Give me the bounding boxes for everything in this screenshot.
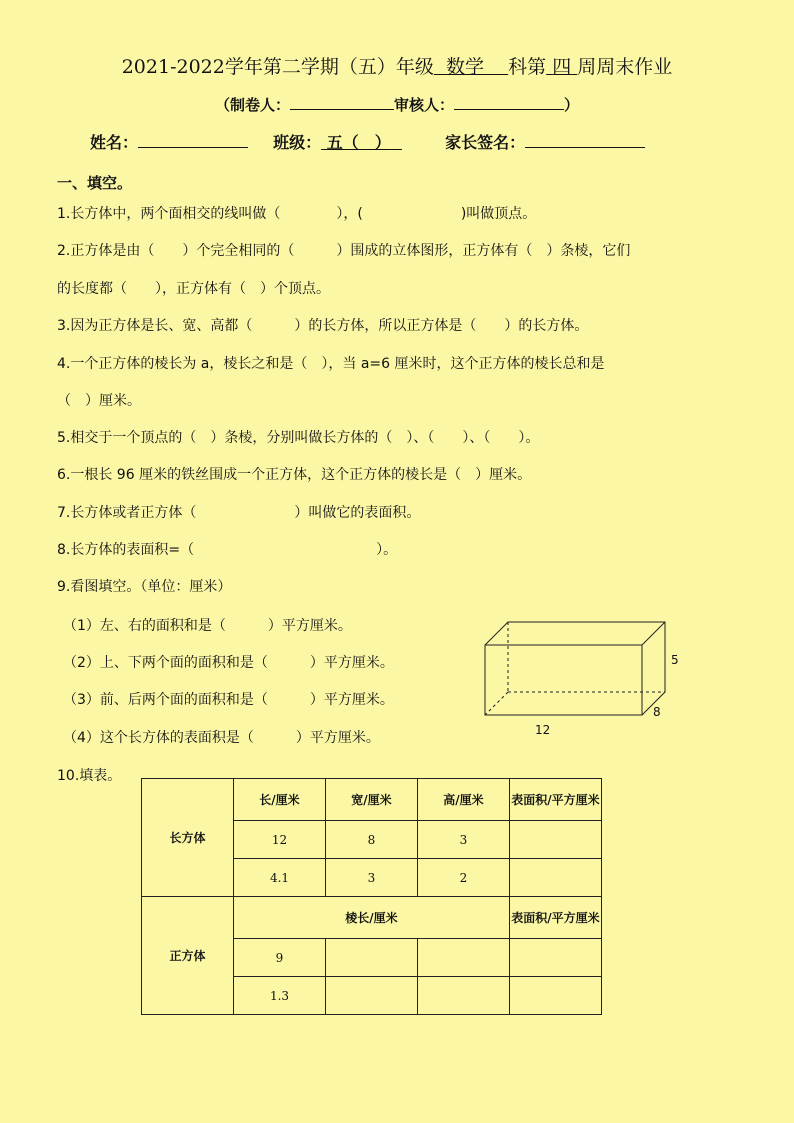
figure-height-label: 5 (671, 653, 679, 667)
question-9-4: （4）这个长方体的表面积是（ ）平方厘米。 (63, 730, 380, 746)
answer-cell[interactable] (326, 977, 418, 1015)
cuboid-hidden-edges (485, 622, 665, 715)
table-cell: 1.3 (234, 977, 326, 1015)
answer-cell[interactable] (510, 821, 602, 859)
table-cell: 8 (326, 821, 418, 859)
table-header: 表面积/平方厘米 (510, 897, 602, 939)
question-8: 8.长方体的表面积=（ ）。 (57, 542, 398, 558)
maker-blank[interactable] (290, 95, 394, 110)
class-blank[interactable]: 五（ ） (326, 133, 391, 152)
table-cell: 3 (326, 859, 418, 897)
question-2-cont: 的长度都（ ），正方体有（ ）个顶点。 (57, 281, 330, 297)
table-cell: 12 (234, 821, 326, 859)
answer-cell[interactable] (510, 939, 602, 977)
table-cell: 3 (418, 821, 510, 859)
question-10: 10.填表。 (57, 768, 122, 784)
question-9-3: （3）前、后两个面的面积和是（ ）平方厘米。 (63, 692, 394, 708)
cuboid-figure (478, 615, 688, 745)
name-blank[interactable] (138, 133, 248, 148)
parent-signature-blank[interactable] (525, 133, 645, 148)
question-2: 2.正方体是由（ ）个完全相同的（ ）围成的立体图形，正方体有（ ）条棱，它们 (57, 243, 631, 259)
answer-cell[interactable] (510, 977, 602, 1015)
page-title: 2021-2022学年第二学期（五）年级 数学 科第 四 周周末作业 (121, 56, 673, 78)
cuboid-label: 长方体 (142, 779, 234, 897)
table-header: 表面积/平方厘米 (510, 779, 602, 821)
question-1: 1.长方体中，两个面相交的线叫做（ ），( )叫做顶点。 (57, 206, 537, 222)
table-header: 棱长/厘米 (234, 897, 510, 939)
table-cell: 9 (234, 939, 326, 977)
question-6: 6.一根长 96 厘米的铁丝围成一个正方体，这个正方体的棱长是（ ）厘米。 (57, 467, 532, 483)
answer-cell[interactable] (418, 977, 510, 1015)
section-title: 一、填空。 (57, 174, 133, 192)
table-cell: 2 (418, 859, 510, 897)
cuboid-visible-edges (485, 622, 665, 715)
answer-cell[interactable] (418, 939, 510, 977)
answer-cell[interactable] (510, 859, 602, 897)
figure-width-label: 8 (653, 705, 661, 719)
maker-reviewer-line: （制卷人： 审核人： ） (214, 96, 580, 114)
question-9: 9.看图填空。（单位：厘米） (57, 579, 232, 595)
question-9-1: （1）左、右的面积和是（ ）平方厘米。 (63, 618, 352, 634)
question-5: 5.相交于一个顶点的（ ）条棱，分别叫做长方体的（ ）、（ ）、（ ）。 (57, 430, 540, 446)
cuboid-top-right-edge (642, 622, 665, 645)
question-4-cont: （ ）厘米。 (57, 393, 141, 409)
cube-label: 正方体 (142, 897, 234, 1015)
student-info-line: 姓名： 班级： 五（ ） 家长签名： (90, 130, 645, 153)
subject-field: 数学 (445, 56, 484, 78)
reviewer-blank[interactable] (454, 95, 564, 110)
cuboid-front-face (485, 645, 642, 715)
week-field: 四 (552, 56, 572, 78)
question-7: 7.长方体或者正方体（ ）叫做它的表面积。 (57, 505, 421, 521)
table-cell: 4.1 (234, 859, 326, 897)
answer-cell[interactable] (326, 939, 418, 977)
question-9-2: （2）上、下两个面的面积和是（ ）平方厘米。 (63, 655, 394, 671)
table-header: 宽/厘米 (326, 779, 418, 821)
question-4: 4.一个正方体的棱长为 a，棱长之和是（ ），当 a=6 厘米时，这个正方体的棱长总和是 (57, 356, 605, 372)
fill-table (141, 778, 602, 1015)
table-header: 高/厘米 (418, 779, 510, 821)
table-header: 长/厘米 (234, 779, 326, 821)
figure-length-label: 12 (535, 723, 551, 737)
question-3: 3.因为正方体是长、宽、高都（ ）的长方体，所以正方体是（ ）的长方体。 (57, 318, 589, 334)
